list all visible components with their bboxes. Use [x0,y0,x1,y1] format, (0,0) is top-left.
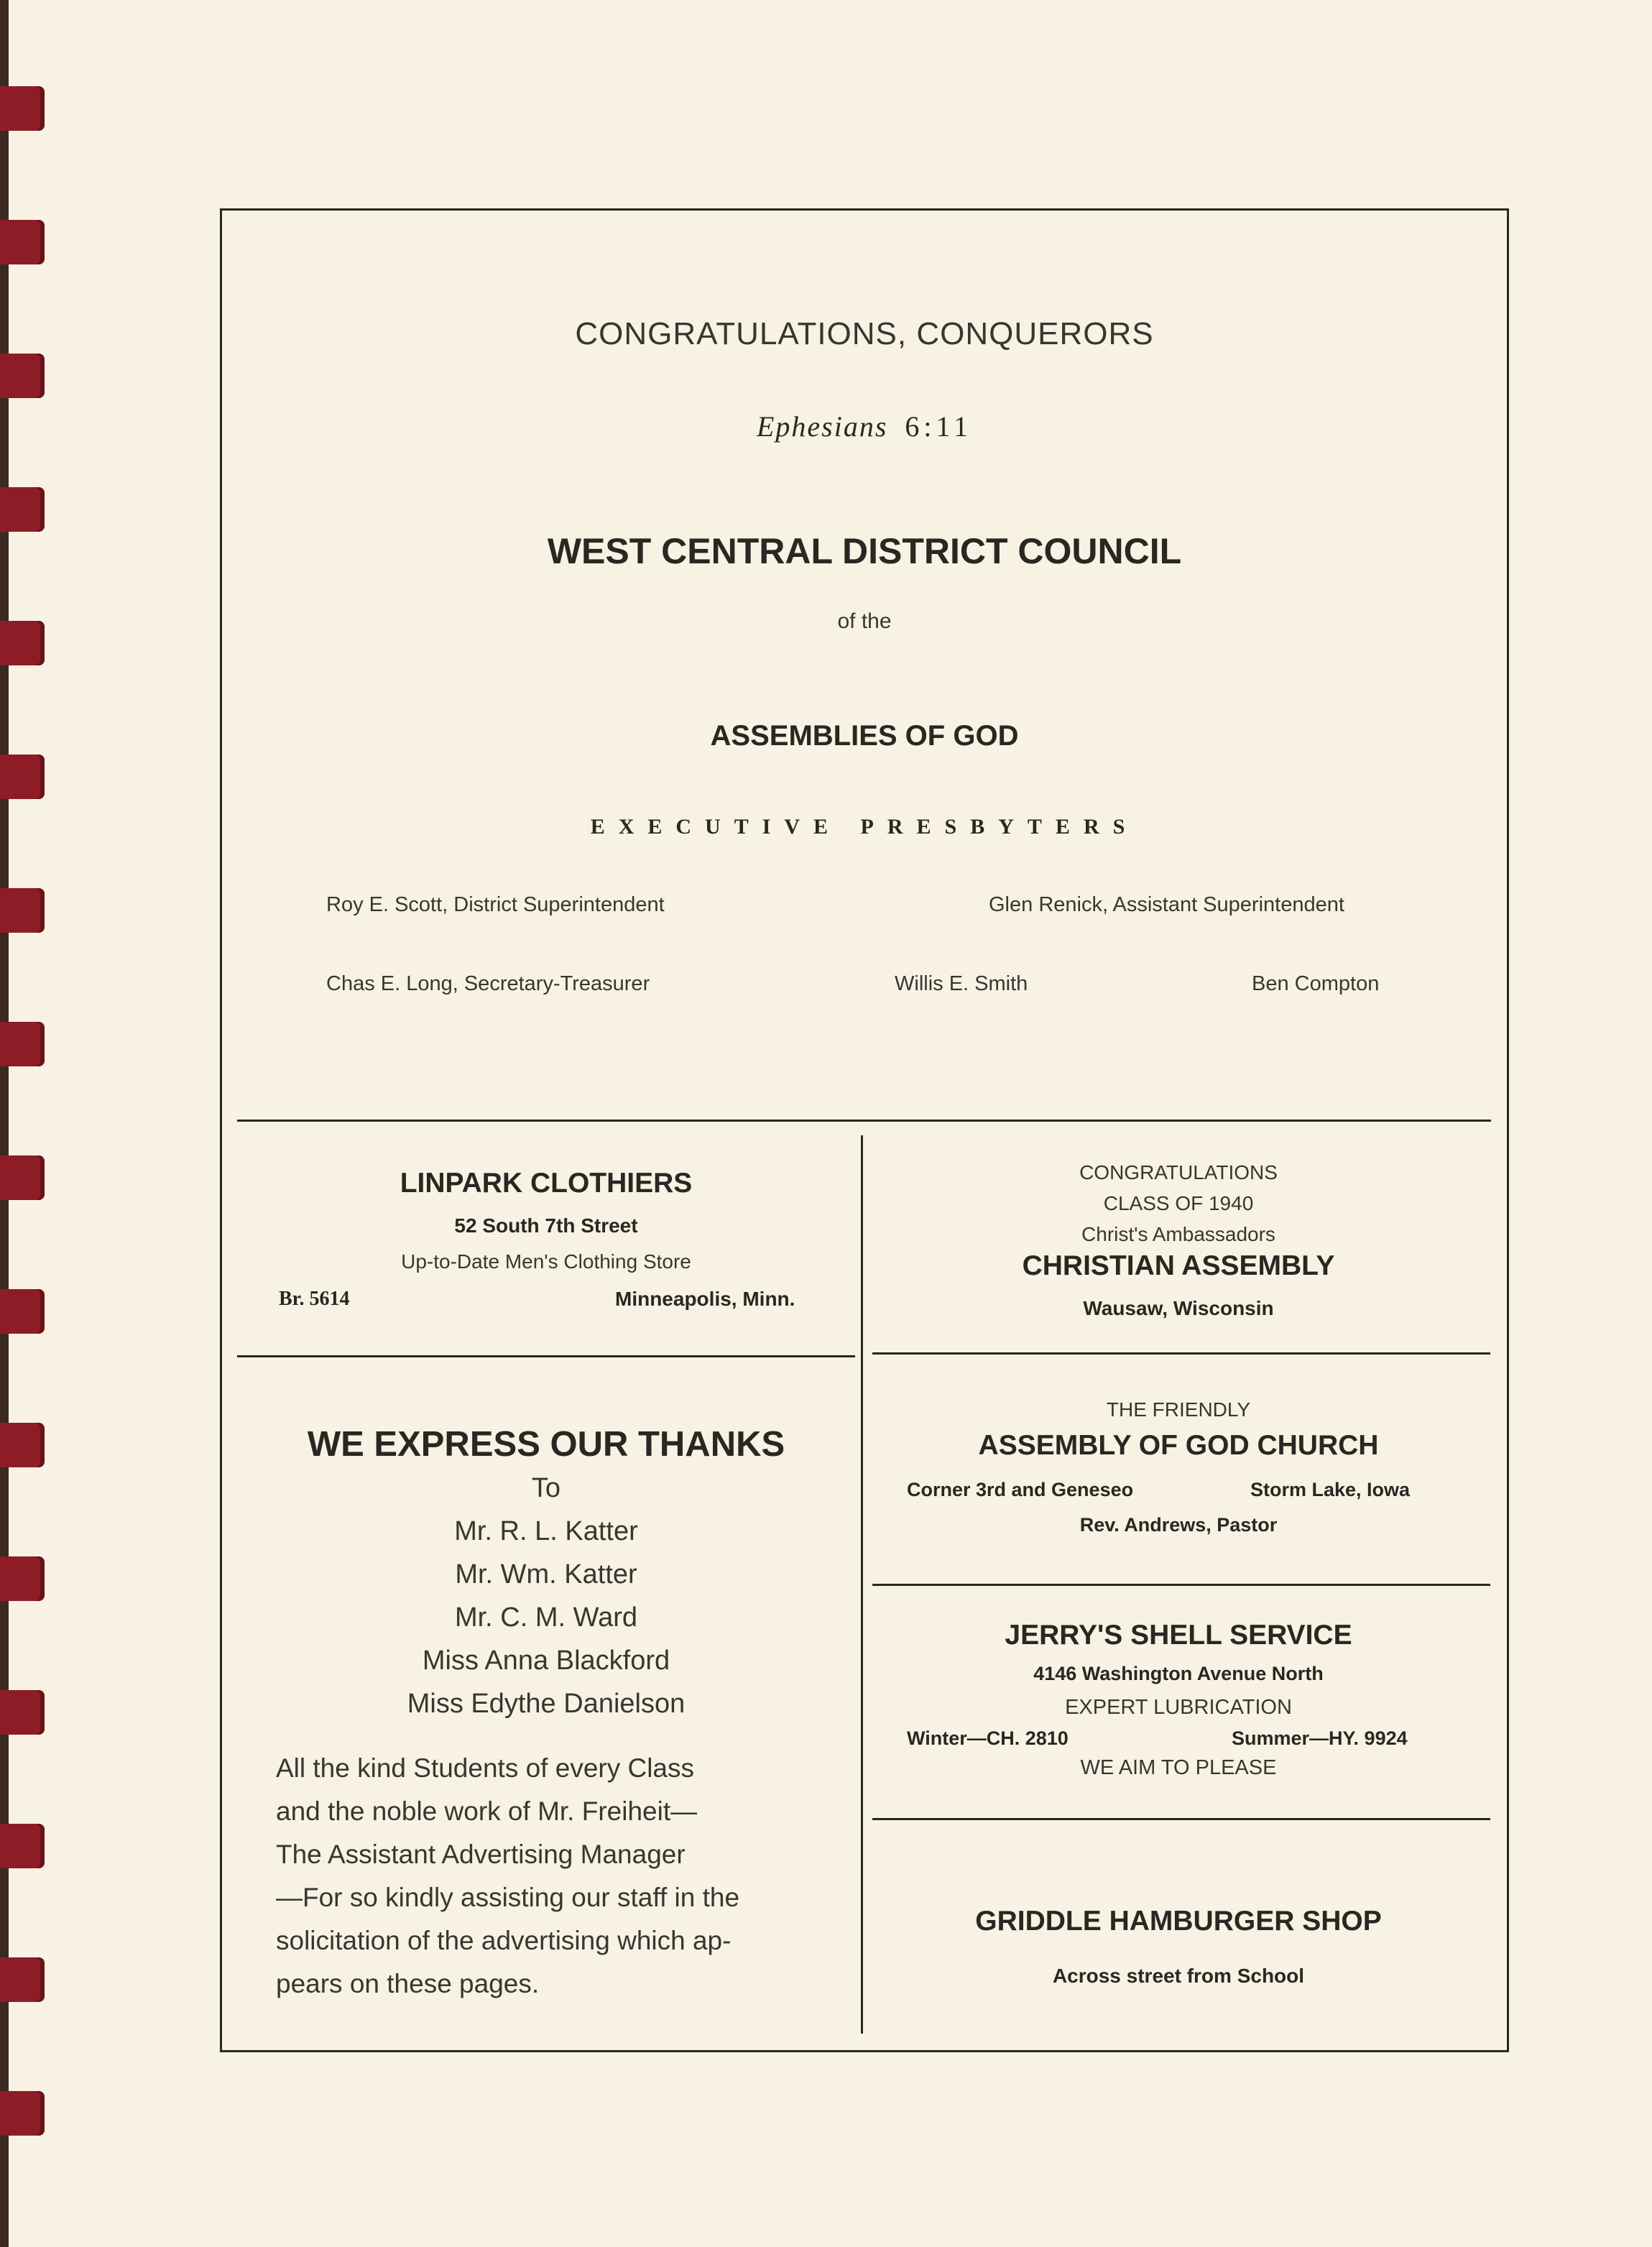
scripture-reference [220,410,1509,443]
church-pastor: Rev. Andrews, Pastor [1079,1514,1278,1536]
jerrys-name: JERRY'S SHELL SERVICE [1005,1620,1352,1651]
ca-ambassadors: Christ's Ambassadors [1081,1223,1275,1245]
thanks-to: To [531,1473,561,1503]
linpark-phone: Br. 5614 [279,1288,350,1310]
verse-ref: 6:11 [905,410,973,443]
section-divider [237,1120,1491,1122]
ad-divider [872,1584,1490,1586]
binding-ring [0,1957,45,2002]
church-address: Corner 3rd and Geneseo [907,1479,1134,1500]
linpark-city: Minneapolis, Minn. [615,1288,795,1310]
binding-ring [0,1824,45,1868]
executive-presbyters-heading: EXECUTIVE PRESBYTERS [590,815,1139,839]
ad-divider [237,1355,855,1357]
ca-congratulations: CONGRATULATIONS [1079,1161,1278,1184]
jerrys-service: EXPERT LUBRICATION [1065,1696,1292,1719]
griddle-name: GRIDDLE HAMBURGER SHOP [975,1906,1382,1937]
thanks-paragraph-line: All the kind Students of every Class [276,1753,695,1783]
jerrys-summer-phone: Summer—HY. 9924 [1232,1727,1408,1749]
binding-ring [0,354,45,398]
council-title: WEST CENTRAL DISTRICT COUNCIL [547,531,1182,571]
binding-ring [0,1155,45,1200]
column-divider [861,1135,863,2034]
thanks-paragraph-line: The Assistant Advertising Manager [276,1840,686,1869]
thanks-title: WE EXPRESS OUR THANKS [307,1425,785,1464]
of-the-text: of the [837,609,892,633]
binding-ring [0,888,45,933]
binding-ring [0,1690,45,1735]
thanks-paragraph-line: pears on these pages. [276,1969,540,1998]
jerrys-winter-phone: Winter—CH. 2810 [907,1727,1069,1749]
binding-spine [0,0,9,2247]
thanks-paragraph-line: —For so kindly assisting our staff in the [276,1883,740,1912]
binding-ring [0,487,45,532]
thanks-paragraph-line: and the noble work of Mr. Freiheit— [276,1796,698,1826]
congratulations-heading: CONGRATULATIONS, CONQUERORS [575,316,1154,351]
presbyter-assistant: Glen Renick, Assistant Superintendent [989,893,1344,916]
binding-ring [0,2091,45,2136]
linpark-name: LINPARK CLOTHIERS [400,1168,693,1199]
church-city: Storm Lake, Iowa [1250,1479,1411,1500]
jerrys-address: 4146 Washington Avenue North [1033,1663,1324,1684]
ca-class: CLASS OF 1940 [1103,1192,1254,1214]
ca-city: Wausaw, Wisconsin [1083,1297,1274,1319]
ad-divider [872,1352,1490,1355]
binding-ring [0,1423,45,1467]
thanks-name: Miss Anna Blackford [422,1646,670,1676]
ca-name: CHRISTIAN ASSEMBLY [1022,1250,1335,1281]
organization-name: ASSEMBLIES OF GOD [710,720,1019,752]
church-intro: THE FRIENDLY [1106,1398,1251,1421]
binding-ring [0,1556,45,1601]
ad-divider [872,1818,1490,1820]
thanks-name: Miss Edythe Danielson [407,1689,686,1719]
binding-ring [0,86,45,131]
thanks-name: Mr. R. L. Katter [454,1516,638,1546]
binding-ring [0,220,45,264]
binding-ring [0,755,45,799]
presbyter-member: Ben Compton [1252,972,1380,995]
thanks-name: Mr. Wm. Katter [455,1559,637,1589]
church-name: ASSEMBLY OF GOD CHURCH [978,1430,1379,1461]
linpark-address: 52 South 7th Street [454,1214,638,1237]
presbyter-superintendent: Roy E. Scott, District Superintendent [326,893,665,916]
thanks-name: Mr. C. M. Ward [454,1602,638,1633]
thanks-paragraph-line: solicitation of the advertising which ap- [276,1926,732,1955]
presbyter-treasurer: Chas E. Long, Secretary-Treasurer [326,972,650,995]
binding-ring [0,621,45,665]
jerrys-motto: WE AIM TO PLEASE [1080,1756,1277,1779]
linpark-tagline: Up-to-Date Men's Clothing Store [401,1250,691,1273]
presbyter-member: Willis E. Smith [895,972,1028,995]
verse-book: Ephesians [756,410,888,443]
griddle-location: Across street from School [1052,1965,1305,1987]
binding-ring [0,1022,45,1066]
binding-ring [0,1289,45,1334]
